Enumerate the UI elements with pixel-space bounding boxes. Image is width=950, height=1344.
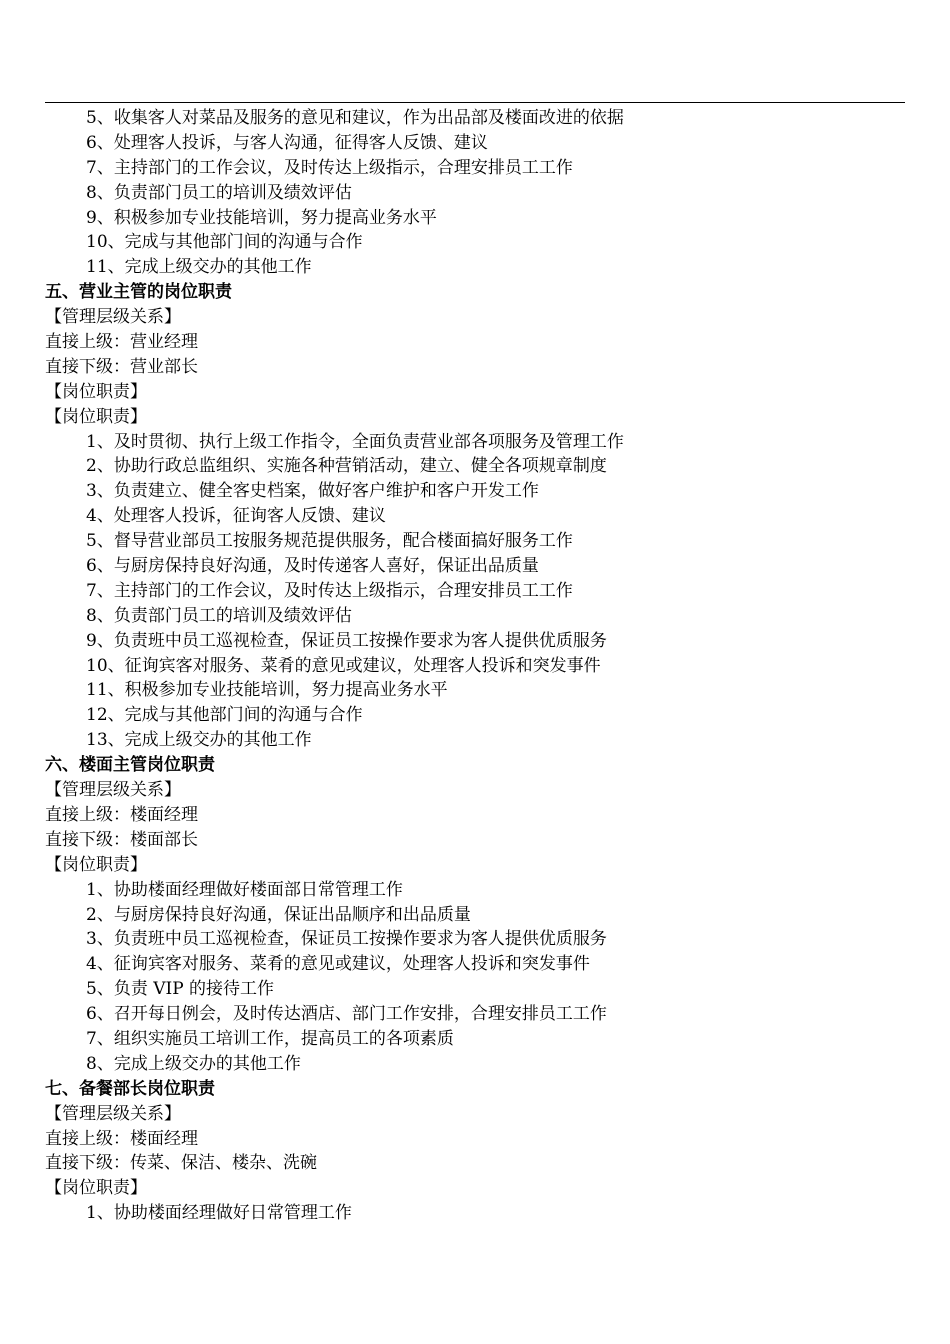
list-item: 13、完成上级交办的其他工作 [86, 730, 312, 751]
direct-subordinate: 直接下级：传菜、保洁、楼杂、洗碗 [45, 1153, 317, 1174]
list-item: 12、完成与其他部门间的沟通与合作 [86, 705, 363, 726]
duties-label: 【岗位职责】 [45, 406, 147, 427]
document-body [45, 106, 905, 1226]
list-item: 1、及时贯彻、执行上级工作指令，全面负责营业部各项服务及管理工作 [86, 431, 624, 452]
relation-label: 【管理层级关系】 [45, 1103, 181, 1124]
list-item: 8、完成上级交办的其他工作 [86, 1053, 301, 1074]
direct-subordinate: 直接下级：楼面部长 [45, 829, 198, 850]
section-heading: 五、营业主管的岗位职责 [45, 282, 232, 303]
relation-label: 【管理层级关系】 [45, 780, 181, 801]
duties-label: 【岗位职责】 [45, 1178, 147, 1199]
section-heading: 七、备餐部长岗位职责 [45, 1078, 215, 1099]
list-item: 4、处理客人投诉，征询客人反馈、建议 [86, 506, 386, 527]
list-item: 1、协助楼面经理做好楼面部日常管理工作 [86, 879, 403, 900]
list-item: 3、负责建立、健全客史档案，做好客户维护和客户开发工作 [86, 481, 539, 502]
duties-label: 【岗位职责】 [45, 854, 147, 875]
list-item: 5、收集客人对菜品及服务的意见和建议，作为出品部及楼面改进的依据 [86, 108, 624, 128]
list-item: 10、征询宾客对服务、菜肴的意见或建议，处理客人投诉和突发事件 [86, 655, 601, 676]
direct-superior: 直接上级：营业经理 [45, 332, 198, 353]
list-item: 6、召开每日例会，及时传达酒店、部门工作安排，合理安排员工工作 [86, 1004, 607, 1025]
list-item: 7、组织实施员工培训工作，提高员工的各项素质 [86, 1028, 454, 1049]
list-item: 2、与厨房保持良好沟通，保证出品顺序和出品质量 [86, 904, 471, 925]
duties-label: 【岗位职责】 [45, 381, 147, 402]
section-heading: 六、楼面主管岗位职责 [45, 755, 215, 776]
list-item: 6、处理客人投诉，与客人沟通，征得客人反馈、建议 [86, 132, 488, 153]
header-rule [45, 102, 905, 103]
list-item: 7、主持部门的工作会议，及时传达上级指示，合理安排员工工作 [86, 580, 573, 601]
direct-superior: 直接上级：楼面经理 [45, 1128, 198, 1149]
list-item: 11、完成上级交办的其他工作 [86, 257, 312, 278]
direct-subordinate: 直接下级：营业部长 [45, 356, 198, 377]
direct-superior: 直接上级：楼面经理 [45, 804, 198, 825]
list-item: 9、负责班中员工巡视检查，保证员工按操作要求为客人提供优质服务 [86, 630, 607, 651]
list-item: 8、负责部门员工的培训及绩效评估 [86, 605, 352, 626]
list-item: 10、完成与其他部门间的沟通与合作 [86, 232, 363, 253]
list-item: 6、与厨房保持良好沟通，及时传递客人喜好，保证出品质量 [86, 556, 539, 577]
list-item: 11、积极参加专业技能培训，努力提高业务水平 [86, 680, 448, 701]
list-item: 7、主持部门的工作会议，及时传达上级指示，合理安排员工工作 [86, 157, 573, 178]
list-item: 1、协助楼面经理做好日常管理工作 [86, 1203, 352, 1224]
list-item: 9、积极参加专业技能培训，努力提高业务水平 [86, 207, 437, 228]
list-item: 5、负责 VIP 的接待工作 [86, 979, 275, 1000]
list-item: 2、协助行政总监组织、实施各种营销活动，建立、健全各项规章制度 [86, 456, 607, 477]
list-item: 4、征询宾客对服务、菜肴的意见或建议，处理客人投诉和突发事件 [86, 954, 590, 975]
relation-label: 【管理层级关系】 [45, 307, 181, 328]
list-item: 3、负责班中员工巡视检查，保证员工按操作要求为客人提供优质服务 [86, 929, 607, 950]
list-item: 5、督导营业部员工按服务规范提供服务，配合楼面搞好服务工作 [86, 531, 573, 552]
list-item: 8、负责部门员工的培训及绩效评估 [86, 182, 352, 203]
